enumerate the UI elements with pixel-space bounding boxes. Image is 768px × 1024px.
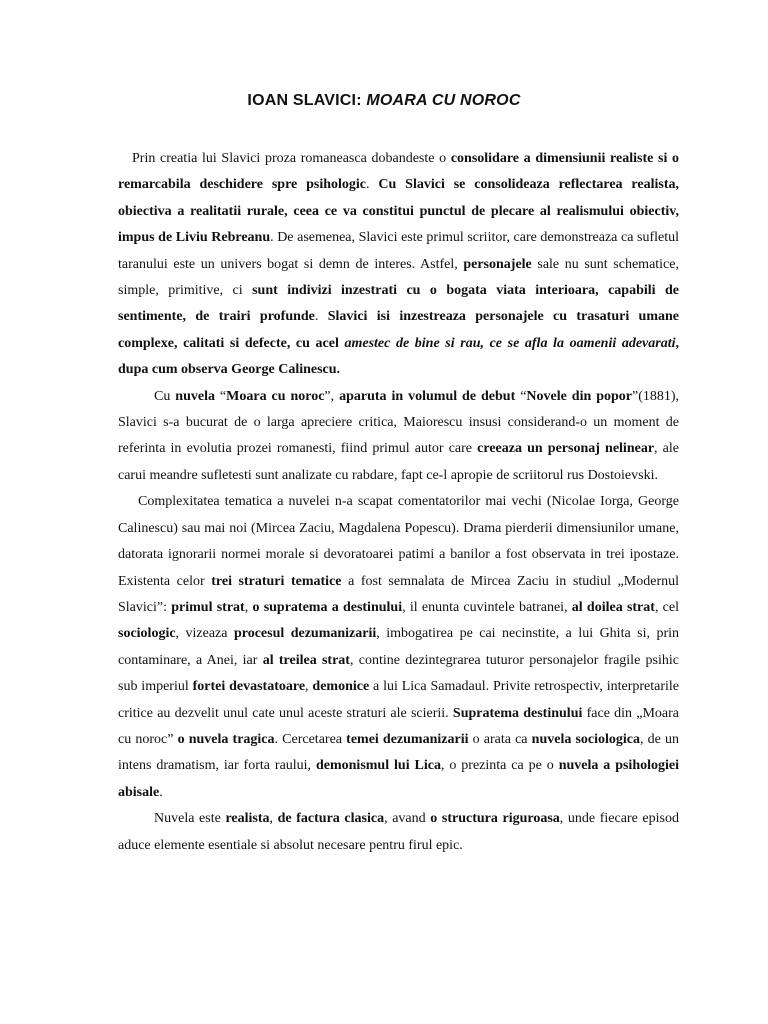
emphasized-text: al treilea strat [262, 652, 350, 668]
text-run: , [305, 679, 313, 695]
emphasized-text: realista [225, 811, 270, 827]
text-run: , [244, 599, 253, 615]
emphasized-text: al doilea strat [571, 599, 655, 615]
text-run: , o prezinta ca pe o [440, 758, 559, 774]
text-run: . De asemenea, Slavici este primul scriitor, care demonstreaza ca sufletul taranului este un univers bogat si demn de interes. Astfel, [118, 230, 679, 272]
text-run: , ale carui meandre sufletesti sunt analizate cu rabdare, fapt ce-l apropie de scriitorul rus Dostoievski. [118, 441, 679, 483]
emphasized-text: nuvela sociologica [531, 731, 641, 747]
text-run: . [314, 309, 328, 325]
emphasized-text: temei dezumanizarii [346, 731, 469, 747]
emphasized-text: creeaza un personaj nelinear [477, 441, 655, 457]
text-run: , [269, 811, 278, 827]
text-run: Cu [154, 388, 176, 404]
emphasized-text: sociologic [118, 626, 176, 642]
emphasized-text: trei straturi tematice [211, 573, 342, 589]
text-run: . Cercetarea [274, 731, 347, 747]
paragraph [118, 489, 679, 806]
emphasized-text: nuvela a psihologiei abisale [118, 758, 679, 800]
emphasized-text: amestec de bine si rau, ce se afla la oamenii adevarati [344, 335, 676, 351]
emphasized-text: aparuta in volumul de debut [339, 388, 516, 404]
emphasized-text: o supratema a destinului [252, 599, 403, 615]
emphasized-text: demonice [312, 679, 370, 695]
paragraph [118, 384, 679, 490]
text-run: , unde fiecare episod aduce elemente esentiale si absolut necesare pentru firul epic. [118, 811, 679, 853]
text-run: o arata ca [468, 731, 532, 747]
paragraph [118, 146, 679, 384]
text-run: “ [515, 388, 527, 404]
emphasized-text: demonismul lui Lica [315, 758, 441, 774]
title-work: MOARA CU NOROC [366, 92, 521, 109]
text-run: face din „Moara cu noroc” [118, 705, 680, 747]
emphasized-text: personajele [463, 256, 532, 272]
text-run: Prin creatia lui Slavici proza romaneasca dobandeste o [132, 151, 451, 166]
emphasized-text: nuvela [175, 388, 215, 404]
title-author: IOAN SLAVICI: [247, 92, 367, 109]
text-run: , avand [384, 811, 431, 827]
emphasized-text: de factura clasica [277, 811, 385, 827]
emphasized-text: sunt indivizi inzestrati cu o bogata viata interioara, capabili de sentimente, de trairi profunde [118, 283, 679, 325]
text-run: ”, [324, 388, 340, 404]
emphasized-text: o structura riguroasa [430, 811, 560, 827]
text-run: , cel [654, 599, 679, 615]
document-body [118, 146, 679, 859]
emphasized-text: procesul dezumanizarii [233, 626, 377, 642]
text-run: , il enunta cuvintele batranei, [402, 599, 572, 615]
text-run: , imbogatirea pe cai necinstite, a lui Ghita si, prin contaminare, a Anei, iar [118, 626, 680, 668]
emphasized-text: consolidare a dimensiunii realiste si o remarcabila deschidere spre psihologic [118, 151, 679, 193]
text-run: Nuvela este [154, 811, 226, 827]
text-run: , vizeaza [175, 626, 234, 642]
emphasized-text: Slavici isi inzestreaza personajele cu trasaturi umane complexe, calitati si defecte, cu acel [118, 309, 680, 351]
emphasized-text: Cu Slavici se consolideaza reflectarea realista, obiectiva a realitatii rurale, ceea ce va constitui punctul de plecare al realismului obiectiv, impus de Liviu Rebreanu [118, 177, 679, 246]
emphasized-text: Supratema destinului [452, 705, 583, 721]
text-run: , contine dezintegrarea tuturor personajelor fragile psihic sub imperiul [118, 652, 679, 695]
paragraph [118, 806, 679, 859]
emphasized-text: , dupa cum observa George Calinescu. [118, 335, 679, 378]
text-run: a fost semnalata de Mircea Zaciu in studiul „Modernul Slavici”: [118, 573, 679, 615]
emphasized-text: primul strat [171, 599, 245, 615]
text-run: , de un intens dramatism, iar forta raului, [118, 731, 680, 774]
text-run: ”(1881), Slavici s-a bucurat de o larga apreciere critica, Maiorescu insusi considerand-o un moment de referinta in evolutia prozei romanesti, fiind primul autor care [118, 388, 680, 457]
text-run: “ [214, 388, 227, 404]
text-run: Complexitatea tematica a nuvelei n-a scapat comentatorilor mai vechi (Nicolae Iorga, George Calinescu) sau mai noi (Mircea Zaciu, Magdalena Popescu). Drama pierderii dimensiunilor umane, datorata ignorarii normei morale si devoratoarei patimi a banilor a fost observata in trei ipostaze. Existenta celor [118, 494, 679, 589]
text-run: a lui Lica Samadaul. Privite retrospectiv, interpretarile critice au dezvelit unul cate unul aceste straturi ale scierii. [118, 679, 680, 721]
emphasized-text: Moara cu noroc [226, 388, 325, 404]
emphasized-text: o nuvela tragica [177, 731, 275, 747]
emphasized-text: Novele din popor [526, 388, 632, 404]
text-run: . [159, 784, 163, 800]
text-run: sale nu sunt schematice, simple, primitive, ci [118, 256, 679, 299]
emphasized-text: fortei devastatoare [192, 679, 306, 695]
text-run: . [366, 177, 379, 193]
document-title [0, 92, 768, 110]
